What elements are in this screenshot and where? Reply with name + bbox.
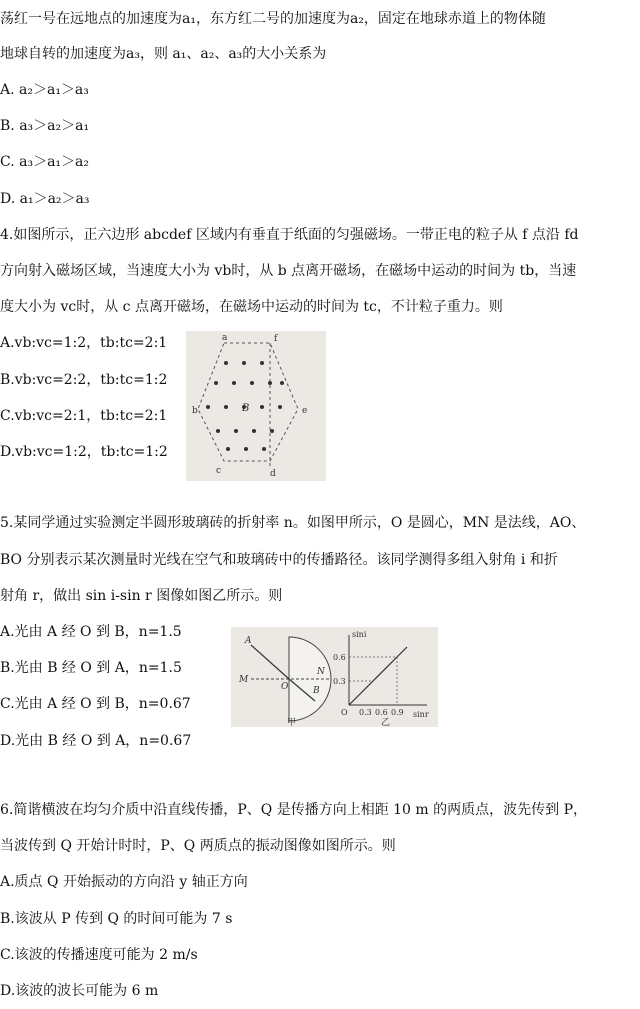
q5-option-a: A.光由 A 经 O 到 B，n=1.5 [0, 624, 182, 640]
q3-option-d: D. a₁＞a₂＞a₃ [0, 191, 90, 207]
hex-label-d: d [270, 469, 276, 479]
fig-yi-tick-x09: 0.9 [391, 708, 404, 717]
q6-option-c: C.该波的传播速度可能为 2 m/s [0, 947, 198, 963]
hex-label-field-b: B [242, 403, 250, 414]
fig-jia-caption: 甲 [287, 718, 297, 727]
fig-yi-caption: 乙 [381, 718, 391, 727]
hexagon-magnetic-field-figure [186, 331, 326, 481]
fig-jia-label-n: N [317, 667, 325, 677]
q3-stem-line-2: 地球自转的加速度为a₃，则 a₁、a₂、a₃的大小关系为 [0, 46, 327, 62]
fig-yi-tick-y06: 0.6 [333, 653, 346, 662]
hex-label-b: b [192, 406, 198, 416]
q3-option-a: A. a₂＞a₁＞a₃ [0, 82, 89, 98]
fig-yi-tick-x03: 0.3 [359, 708, 372, 717]
hex-label-f: f [274, 334, 278, 344]
q6-option-b: B.该波从 P 传到 Q 的时间可能为 7 s [0, 911, 233, 927]
fig-yi-tick-x06: 0.6 [375, 708, 388, 717]
fig-yi-tick-y03: 0.3 [333, 677, 346, 686]
q3-option-b: B. a₃＞a₂＞a₁ [0, 118, 90, 134]
fig-yi-yaxis-label: sini [352, 630, 367, 639]
q3-stem-line-1: 荡红一号在远地点的加速度为a₁，东方红二号的加速度为a₂，固定在地球赤道上的物体随 [0, 11, 546, 27]
q4-option-b: B.vb:vc=2:2，tb:tc=1:2 [0, 372, 168, 388]
q5-stem-line-2: BO 分别表示某次测量时光线在空气和玻璃砖中的传播路径。该同学测得多组入射角 i 和折 [0, 552, 558, 568]
q6-option-a: A.质点 Q 开始振动的方向沿 y 轴正方向 [0, 874, 248, 890]
fig-jia-label-a: A [245, 636, 252, 646]
q6-stem-line-2: 当波传到 Q 开始计时时，P、Q 两质点的振动图像如图所示。则 [0, 838, 396, 854]
q3-option-c: C. a₃＞a₁＞a₂ [0, 154, 89, 170]
hex-label-e: e [302, 406, 308, 416]
hex-label-c: c [216, 466, 222, 476]
fig-jia-label-o: O [281, 682, 289, 692]
q4-stem-line-3: 度大小为 vc时，从 c 点离开磁场，在磁场中运动的时间为 tc，不计粒子重力。则 [0, 299, 503, 315]
q5-option-c: C.光由 A 经 O 到 B，n=0.67 [0, 696, 191, 712]
q4-option-a: A.vb:vc=1:2，tb:tc=2:1 [0, 335, 168, 351]
fig-jia-label-m: M [239, 675, 249, 685]
refraction-figures [231, 627, 438, 727]
hex-label-a: a [222, 333, 228, 343]
fig-yi-origin: O [341, 708, 348, 717]
q5-option-b: B.光由 B 经 O 到 A，n=1.5 [0, 660, 182, 676]
q5-option-d: D.光由 B 经 O 到 A，n=0.67 [0, 733, 192, 749]
fig-yi-xaxis-label: sinr [413, 710, 429, 719]
q4-stem-line-1: 4.如图所示，正六边形 abcdef 区域内有垂直于纸面的匀强磁场。一带正电的粒子从 f 点沿 fd [0, 227, 579, 243]
q6-stem-line-1: 6.简谐横波在均匀介质中沿直线传播，P、Q 是传播方向上相距 10 m 的两质点，波先传到 P， [0, 802, 588, 818]
q4-option-d: D.vb:vc=1:2，tb:tc=1:2 [0, 444, 168, 460]
q5-stem-line-3: 射角 r，做出 sin i-sin r 图像如图乙所示。则 [0, 588, 283, 604]
q6-option-d: D.该波的波长可能为 6 m [0, 983, 159, 999]
fig-jia-label-b: B [313, 686, 320, 696]
q4-stem-line-2: 方向射入磁场区域，当速度大小为 vb时，从 b 点离开磁场，在磁场中运动的时间为 tb，当速 [0, 263, 577, 279]
q4-option-c: C.vb:vc=2:1，tb:tc=2:1 [0, 408, 168, 424]
q5-stem-line-1: 5.某同学通过实验测定半圆形玻璃砖的折射率 n。如图甲所示，O 是圆心，MN 是法线，AO、 [0, 515, 586, 531]
